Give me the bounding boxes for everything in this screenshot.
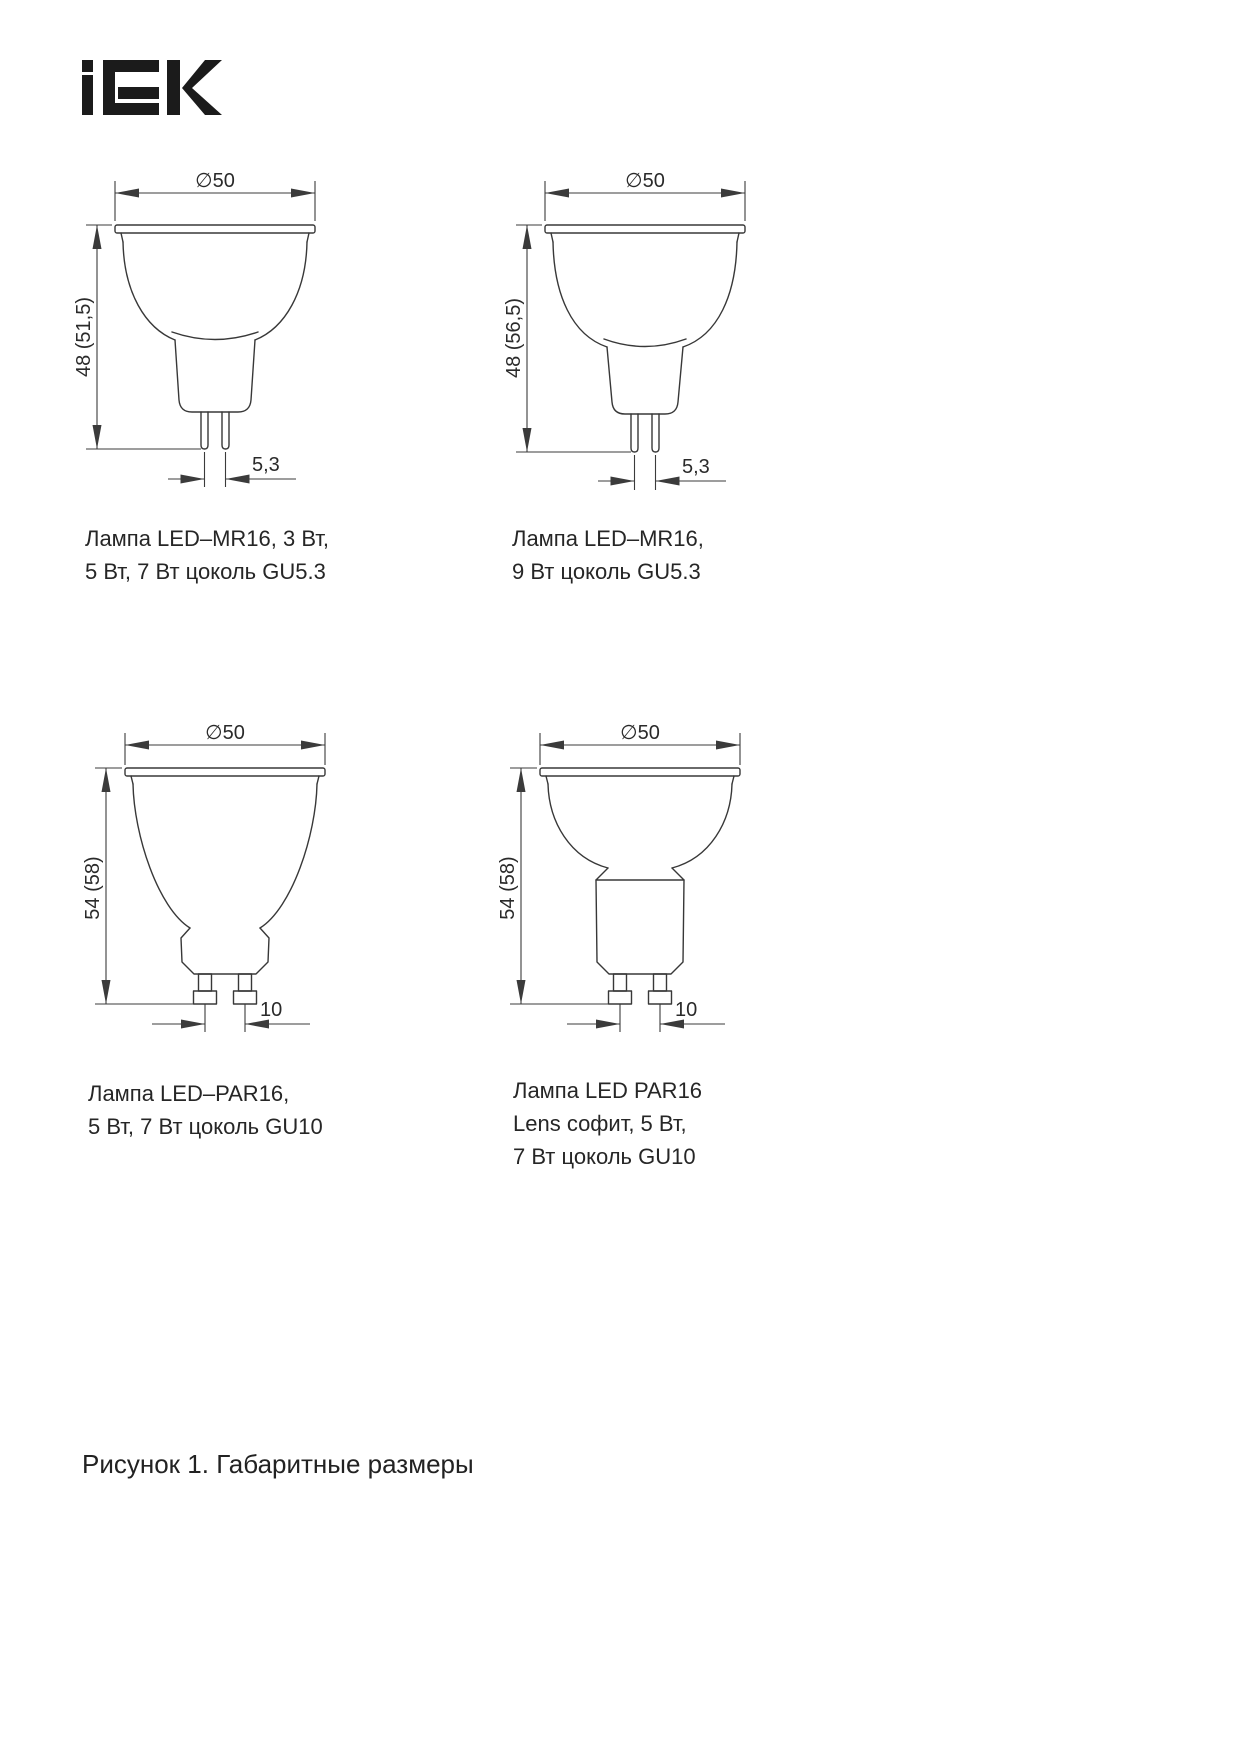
lamp-outline	[115, 225, 315, 449]
caption-line: Лампа LED–MR16,	[512, 526, 704, 551]
caption-line: 7 Вт цоколь GU10	[513, 1144, 696, 1169]
dim-diameter	[545, 170, 745, 221]
caption-line: Лампа LED–PAR16,	[88, 1081, 290, 1106]
caption-mr16-9w	[512, 522, 704, 588]
dim-height	[82, 768, 193, 1004]
dim-diameter	[115, 170, 315, 221]
caption-par16-lens	[513, 1074, 702, 1173]
iek-logo	[82, 60, 222, 115]
caption-line: Лампа LED PAR16	[513, 1078, 703, 1103]
diameter-label: ∅50	[195, 170, 235, 192]
caption-par16	[88, 1077, 323, 1143]
height-label: 48 (51,5)	[73, 296, 95, 378]
caption-mr16-low-power	[85, 522, 329, 588]
diameter-label: ∅50	[625, 170, 665, 192]
lamp-outline	[125, 768, 325, 1004]
dim-height	[497, 768, 608, 1004]
caption-line: 5 Вт, 7 Вт цоколь GU10	[88, 1114, 323, 1139]
pin-pitch-label: 10	[675, 999, 698, 1021]
pin-pitch-label: 5,3	[252, 454, 280, 476]
pin-pitch-label: 5,3	[682, 456, 710, 478]
caption-line: 5 Вт, 7 Вт цоколь GU5.3	[85, 559, 326, 584]
diameter-label: ∅50	[205, 722, 245, 744]
drawing-par16	[82, 722, 325, 1032]
height-label: 54 (58)	[82, 856, 104, 920]
drawing-mr16-low-power	[73, 170, 315, 487]
height-label: 54 (58)	[497, 856, 519, 920]
dim-pin-pitch	[598, 455, 726, 490]
figure-caption: Рисунок 1. Габаритные размеры	[82, 1449, 474, 1479]
drawing-mr16-9w	[503, 170, 745, 490]
pin-pitch-label: 10	[260, 999, 283, 1021]
caption-line: 9 Вт цоколь GU5.3	[512, 559, 701, 584]
lamp-outline	[545, 225, 745, 452]
dim-pin-pitch	[168, 452, 296, 487]
drawing-par16-lens	[497, 722, 740, 1032]
dim-height	[503, 225, 631, 452]
dim-height	[73, 225, 201, 449]
dim-diameter	[540, 722, 740, 765]
caption-line: Лампа LED–MR16, 3 Вт,	[85, 526, 330, 551]
dim-diameter	[125, 722, 325, 765]
lamp-outline	[540, 768, 740, 1004]
caption-line: Lens софит, 5 Вт,	[513, 1111, 687, 1136]
height-label: 48 (56,5)	[503, 297, 525, 379]
diameter-label: ∅50	[620, 722, 660, 744]
